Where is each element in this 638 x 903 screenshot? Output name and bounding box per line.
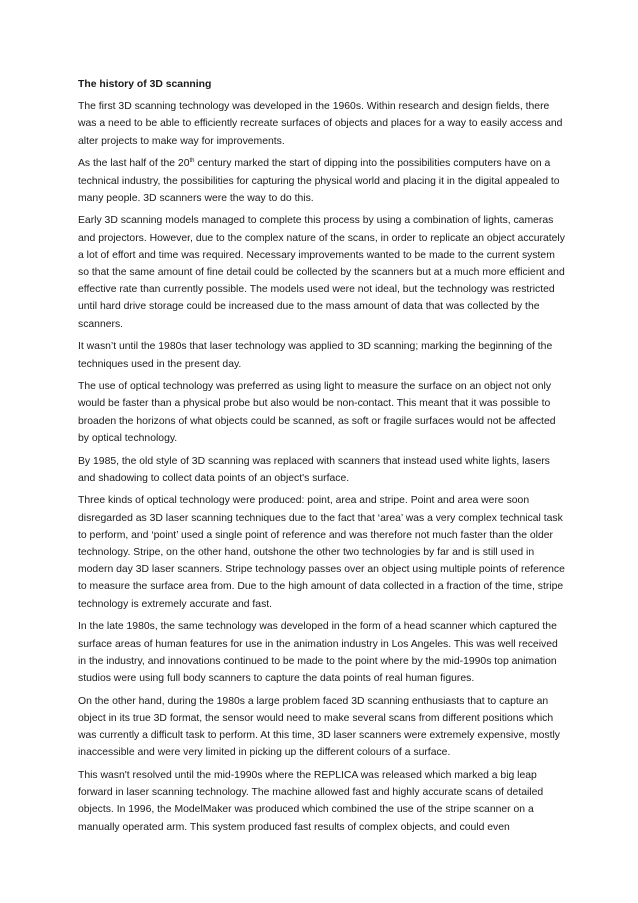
- paragraph-10: This wasn't resolved until the mid-1990s where the REPLICA was released which marked a big leap forward in laser scanning technology. The machine allowed fast and highly accurate scans of detailed objects. In 1996, the ModelMaker was produced which combined the use of the stripe scanner on a manually operated arm. This system produced fast results of complex objects, and could even: [78, 770, 544, 833]
- paragraph-2-text-end: century marked the start of dipping into the possibilities computers have on a technical industry, the possibilities for capturing the physical world and placing it in the digital appealed to many people. 3D scanners were the way to do this.: [78, 158, 560, 204]
- ordinal-superscript: th: [189, 158, 195, 165]
- document-body: [78, 76, 568, 841]
- paragraph-6: By 1985, the old style of 3D scanning was replaced with scanners that instead used white lights, lasers and shadowing to collect data points of an object's surface.: [78, 455, 550, 484]
- document-title: The history of 3D scanning: [78, 79, 212, 90]
- paragraph-8: In the late 1980s, the same technology was developed in the form of a head scanner which captured the surface areas of human features for use in the animation industry in Los Angeles. This was well received in the industry, and innovations continued to be made to the point where by the mid-1990s top animation studios were using full body scanners to capture the data points of real human figures.: [78, 621, 558, 684]
- paragraph-5: The use of optical technology was preferred as using light to measure the surface on an object not only would be faster than a physical probe but also would be non-contact. This meant that it was possible to broaden the horizons of what objects could be scanned, as soft or fragile surfaces would not be affected by optical technology.: [78, 381, 556, 444]
- paragraph-1: The first 3D scanning technology was developed in the 1960s. Within research and design fields, there was a need to be able to efficiently recreate surfaces of objects and places for a way to easily access and alter projects to make way for improvements.: [78, 101, 563, 147]
- paragraph-2-text-start: As the last half of the 20: [78, 158, 190, 170]
- paragraph-9: On the other hand, during the 1980s a large problem faced 3D scanning enthusiasts that to capture an object in its true 3D format, the sensor would need to make several scans from different positions which was currently a difficult task to perform. At this time, 3D laser scanners were extremely expensive, mostly inaccessible and were very limited in picking up the different colours of a surface.: [78, 695, 560, 759]
- paragraph-7: Three kinds of optical technology were produced: point, area and stripe. Point and area were soon disregarded as 3D laser scanning techniques due to the fact that ‘area’ was a very complex technical task to perform, and ‘point’ used a single point of reference and was therefore not much faster than the older technology. Stripe, on the other hand, outshone the other two technologies by far and is still used in modern day 3D laser scanners. Stripe technology passes over an object using multiple points of reference to measure the surface area from. Due to the high amount of data collected in a fraction of the time, stripe technology is extremely accurate and fast.: [78, 495, 565, 610]
- paragraph-2: [78, 155, 568, 207]
- paragraph-3: Early 3D scanning models managed to complete this process by using a combination of lights, cameras and projectors. However, due to the complex nature of the scans, in order to replicate an object accurately a lot of effort and time was required. Necessary improvements wanted to be made to the current system so that the same amount of fine detail could be collected by the scanners but at a much more efficient and effective rate than currently possible. The models used were not ideal, but the technology was restricted until hard drive storage could be increased due to the mass amount of data that was collected by the scanners.: [78, 215, 565, 330]
- paragraph-4: It wasn’t until the 1980s that laser technology was applied to 3D scanning; marking the beginning of the techniques used in the present day.: [78, 341, 553, 370]
